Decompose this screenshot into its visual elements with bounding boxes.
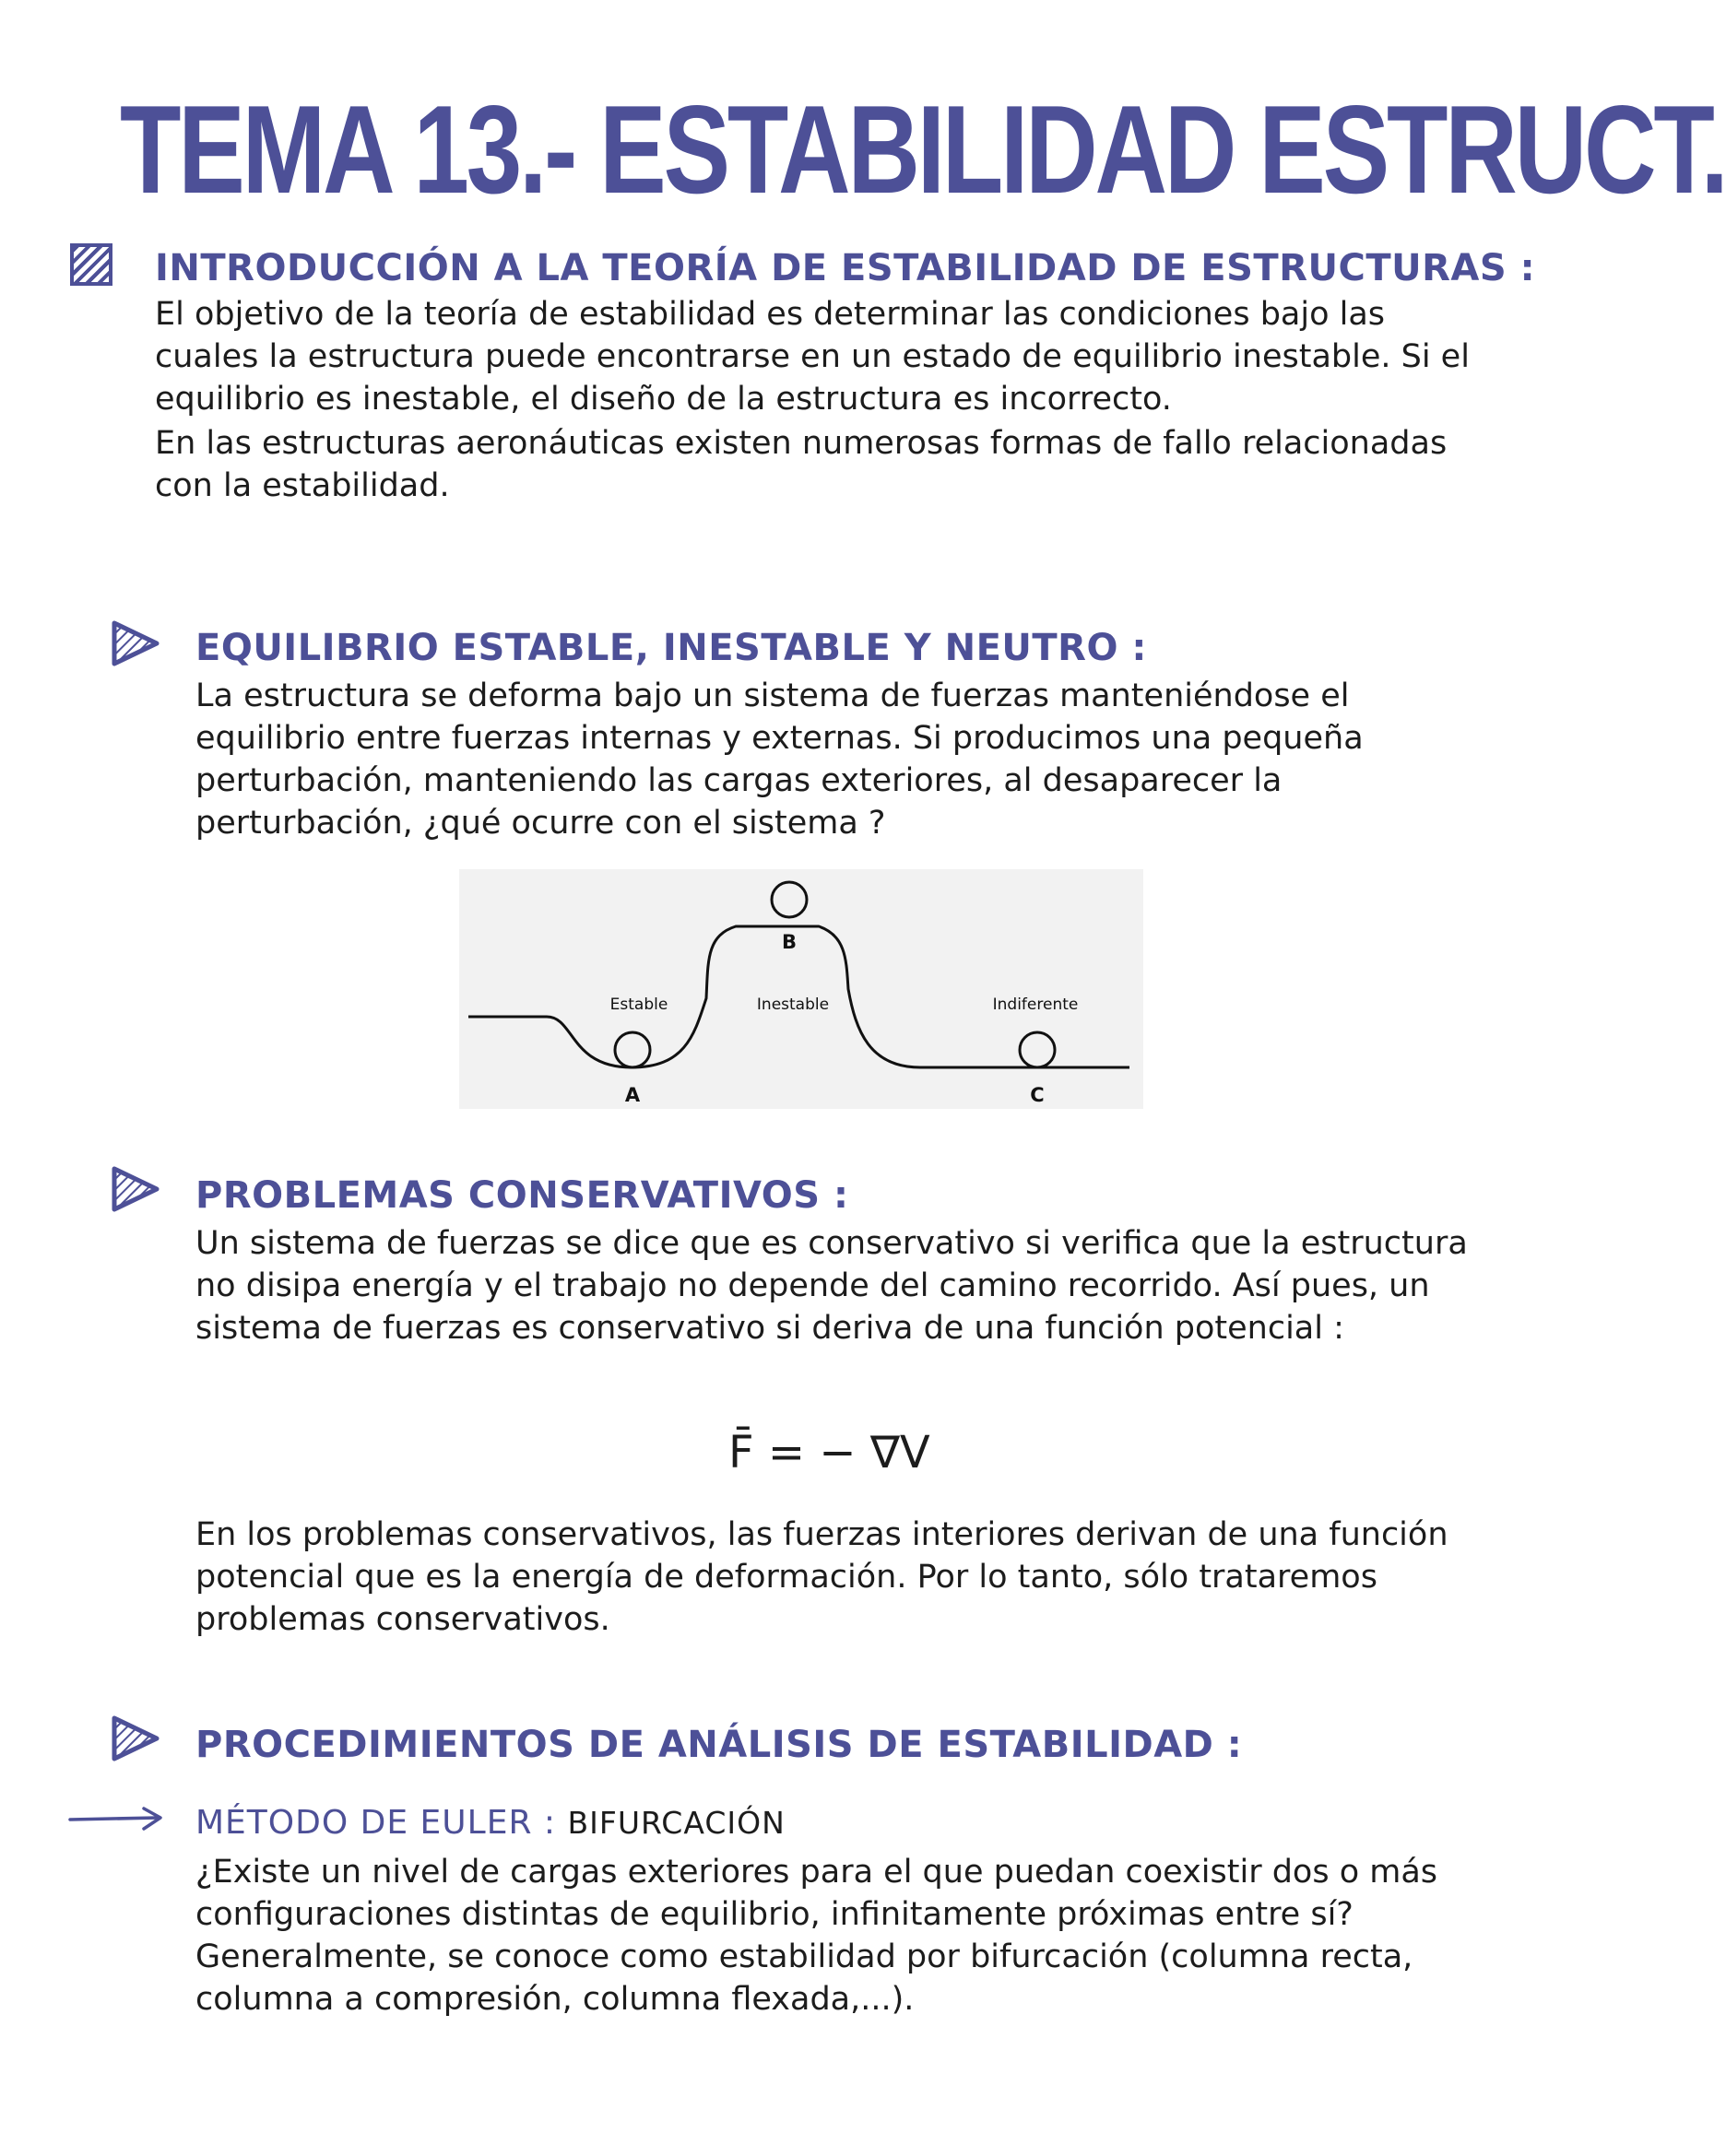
procedimientos-text (195, 1851, 1477, 2021)
label-neutral: Indiferente (992, 996, 1079, 1014)
procedimientos-paragraph-1: ¿Existe un nivel de cargas exteriores para el que puedan coexistir dos o más configuraciones distintas de equilibrio, infinitamente próximas entre sí? Generalmente, se conoce como estabilidad por bifurcación (columna recta, columna a compresión, columna flexada,...). (195, 1854, 1438, 2018)
ball-a (615, 1032, 650, 1067)
method-separator: : (532, 1804, 568, 1842)
conservativos-paragraph-2: En los problemas conservativos, las fuerzas interiores derivan de una función potencial que es la energía de deformación. Por lo tanto, sólo trataremos problemas conservativos. (195, 1516, 1448, 1638)
conservativos-text-2 (195, 1514, 1477, 1641)
label-stable: Estable (609, 996, 668, 1014)
method-type: BIFURCACIÓN (567, 1805, 786, 1841)
ball-b (772, 882, 807, 917)
intro-paragraph-1: El objetivo de la teoría de estabilidad es determinar las condiciones bajo las cuales la estructura puede encontrarse en un estado de equilibrio inestable. Si el equilibrio es inestable, el diseño de la estructura es incorrecto. (155, 296, 1470, 418)
triangle-bullet-icon (109, 1713, 162, 1764)
page-title: TEMA 13.- ESTABILIDAD ESTRUCT. (120, 79, 1726, 219)
equilibrium-curve-graphic (459, 869, 1143, 1109)
hatched-square-bullet-icon (70, 243, 112, 286)
section-heading-procedimientos: PROCEDIMIENTOS DE ANÁLISIS DE ESTABILIDAD : (195, 1724, 1243, 1766)
label-point-c: C (1030, 1084, 1045, 1106)
section-heading-conservativos: PROBLEMAS CONSERVATIVOS : (195, 1174, 849, 1217)
equilibrio-paragraph-1: La estructura se deforma bajo un sistema de fuerzas manteniéndose el equilibrio entre fuerzas internas y externas. Si producimos una pequeña perturbación, manteniendo las cargas exteriores, al desaparecer la perturbación, ¿qué ocurre con el sistema ? (195, 677, 1364, 842)
section-heading-intro: INTRODUCCIÓN A LA TEORÍA DE ESTABILIDAD DE ESTRUCTURAS : (155, 247, 1536, 289)
intro-text (155, 293, 1483, 507)
label-point-b: B (781, 931, 798, 953)
triangle-bullet-icon (109, 1163, 162, 1215)
equilibrium-diagram (459, 869, 1143, 1109)
label-unstable: Inestable (756, 996, 830, 1014)
potential-formula: F̄ = − ∇V (728, 1427, 930, 1479)
conservativos-paragraph-1: Un sistema de fuerzas se dice que es conservativo si verifica que la estructura no disipa energía y el trabajo no depende del camino recorrido. Así pues, un sistema de fuerzas es conservativo si deriva de una función potencial : (195, 1225, 1468, 1347)
method-line (195, 1804, 786, 1842)
conservativos-text-1 (195, 1222, 1477, 1349)
label-point-a: A (624, 1084, 641, 1106)
equilibrio-text (195, 675, 1477, 844)
right-arrow-icon (66, 1805, 168, 1832)
ball-c (1020, 1032, 1055, 1067)
method-name: MÉTODO DE EULER (195, 1804, 533, 1842)
intro-paragraph-2: En las estructuras aeronáuticas existen numerosas formas de fallo relacionadas con la estabilidad. (155, 425, 1448, 504)
section-heading-equilibrio: EQUILIBRIO ESTABLE, INESTABLE Y NEUTRO : (195, 627, 1147, 669)
triangle-bullet-icon (109, 618, 162, 669)
